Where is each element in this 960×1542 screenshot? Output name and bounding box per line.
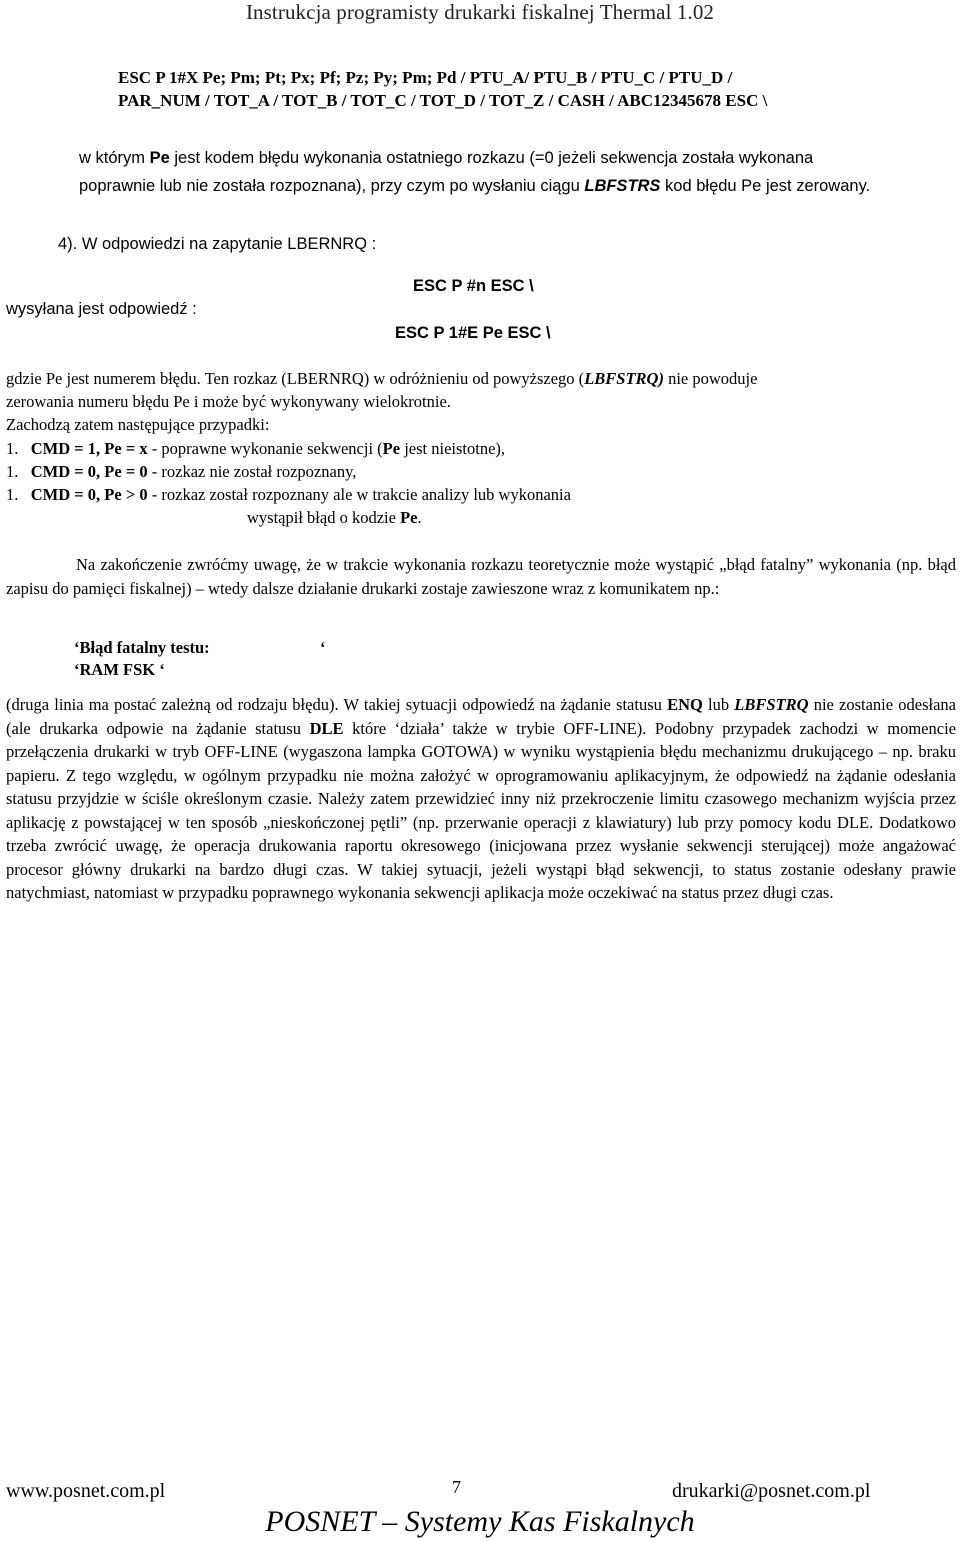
fatal-message-line-2: ‘RAM FSK ‘ xyxy=(74,660,165,679)
pe-description-line-2: poprawnie lub nie została rozpoznana), przy czym po wysłaniu ciągu LBFSTRS kod błędu Pe jest zerowany. xyxy=(79,177,871,195)
pe-paragraph-line-1: gdzie Pe jest numerem błędu. Ten rozkaz (LBERNRQ) w odróżnieniu od powyższego (LBFSTRQ) nie powoduje xyxy=(6,369,758,388)
footer-website[interactable]: www.posnet.com.pl xyxy=(6,1480,166,1502)
fatal-message-quote: ‘ xyxy=(320,638,326,657)
case-item: 1. CMD = 0, Pe > 0 - rozkaz został rozpoznany ale w trakcie analizy lub wykonania xyxy=(6,485,571,504)
fatal-error-paragraph: Na zakończenie zwróćmy uwagę, że w trakcie wykonania rozkazu teoretycznie może wystąpić „błąd fatalny” wykonania (np. błąd zapisu do pamięci fiskalnej) – wtedy dalsze działanie drukarki zostaje zawieszone wraz z komunikatem np.: xyxy=(6,555,956,598)
footer-email[interactable]: drukarki@posnet.com.pl xyxy=(672,1480,871,1502)
pe-paragraph-line-3: Zachodzą zatem następujące przypadki: xyxy=(6,415,270,434)
final-paragraph: (druga linia ma postać zależną od rodzaju błędu). W takiej sytuacji odpowiedź na żądanie statusu ENQ lub LBFSTRQ nie zostanie odesłana (ale drukarka odpowie na żądanie statusu DLE które ‘działa’ także w trybie OFF-LINE). Podobny przypadek zachodzi w momencie przełączenia drukarki w tryb OFF-LINE (wygaszona lampka GOTOWA) w wyniku wystąpienia błędu mechanizmu drukującego – np. braku papieru. Z tego względu, w ogólnym przypadku nie można założyć w oprogramowaniu aplikacyjnym, że odpowiedź na żądanie odesłania statusu przyjdzie w ściśle określonym czasie. Należy zatem przewidzieć inny niż przekroczenie limitu czasowego mechanizm wyjścia przez aplikację z powstającej w ten sposób „nieskończonej pętli” (np. przerwanie operacji z klawiatury) lub przy pomocy kodu DLE. Dodatkowo trzeba zwrócić uwagę, że operacja drukowania raportu okresowego (inicjowana przez wysłanie sekwencji sterującej) może angażować procesor główny drukarki na bardzo długi czas. W takiej sytuacji, jeżeli wystąpi błąd sekwencji, to status zostanie odesłany prawie natychmiast, natomiast w przypadku poprawnego wykonania sekwencji aplikacja może oczekiwać na status przez długi czas. xyxy=(6,695,956,902)
page-number: 7 xyxy=(452,1477,461,1497)
pe-description-line-1: w którym Pe jest kodem błędu wykonania ostatniego rozkazu (=0 jeżeli sekwencja została wykonana xyxy=(79,149,814,167)
footer-brand: POSNET – Systemy Kas Fiskalnych xyxy=(265,1505,695,1538)
case-item: 1. CMD = 0, Pe = 0 - rozkaz nie został rozpoznany, xyxy=(6,462,357,481)
fatal-message-line-1: ‘Błąd fatalny testu: xyxy=(74,638,210,657)
response-line-1: ESC P #n ESC \ xyxy=(413,277,534,295)
esc-sequence-line-2: PAR_NUM / TOT_A / TOT_B / TOT_C / TOT_D / TOT_Z / CASH / ABC12345678 ESC \ xyxy=(118,91,768,110)
response-label: wysyłana jest odpowiedź : xyxy=(6,300,197,318)
point4-intro: 4). W odpowiedzi na zapytanie LBERNRQ : xyxy=(58,235,377,253)
esc-sequence-line-1: ESC P 1#X Pe; Pm; Pt; Px; Pf; Pz; Py; Pm; Pd / PTU_A/ PTU_B / PTU_C / PTU_D / xyxy=(118,68,733,87)
response-line-2: ESC P 1#E Pe ESC \ xyxy=(395,324,551,342)
case-3-continuation: wystąpił błąd o kodzie Pe. xyxy=(247,508,422,527)
page-header: Instrukcja programisty drukarki fiskalnej Thermal 1.02 xyxy=(245,0,715,24)
case-item: 1. CMD = 1, Pe = x - poprawne wykonanie sekwencji (Pe jest nieistotne), xyxy=(6,439,506,458)
pe-paragraph-line-2: zerowania numeru błędu Pe i może być wykonywany wielokrotnie. xyxy=(6,392,451,411)
